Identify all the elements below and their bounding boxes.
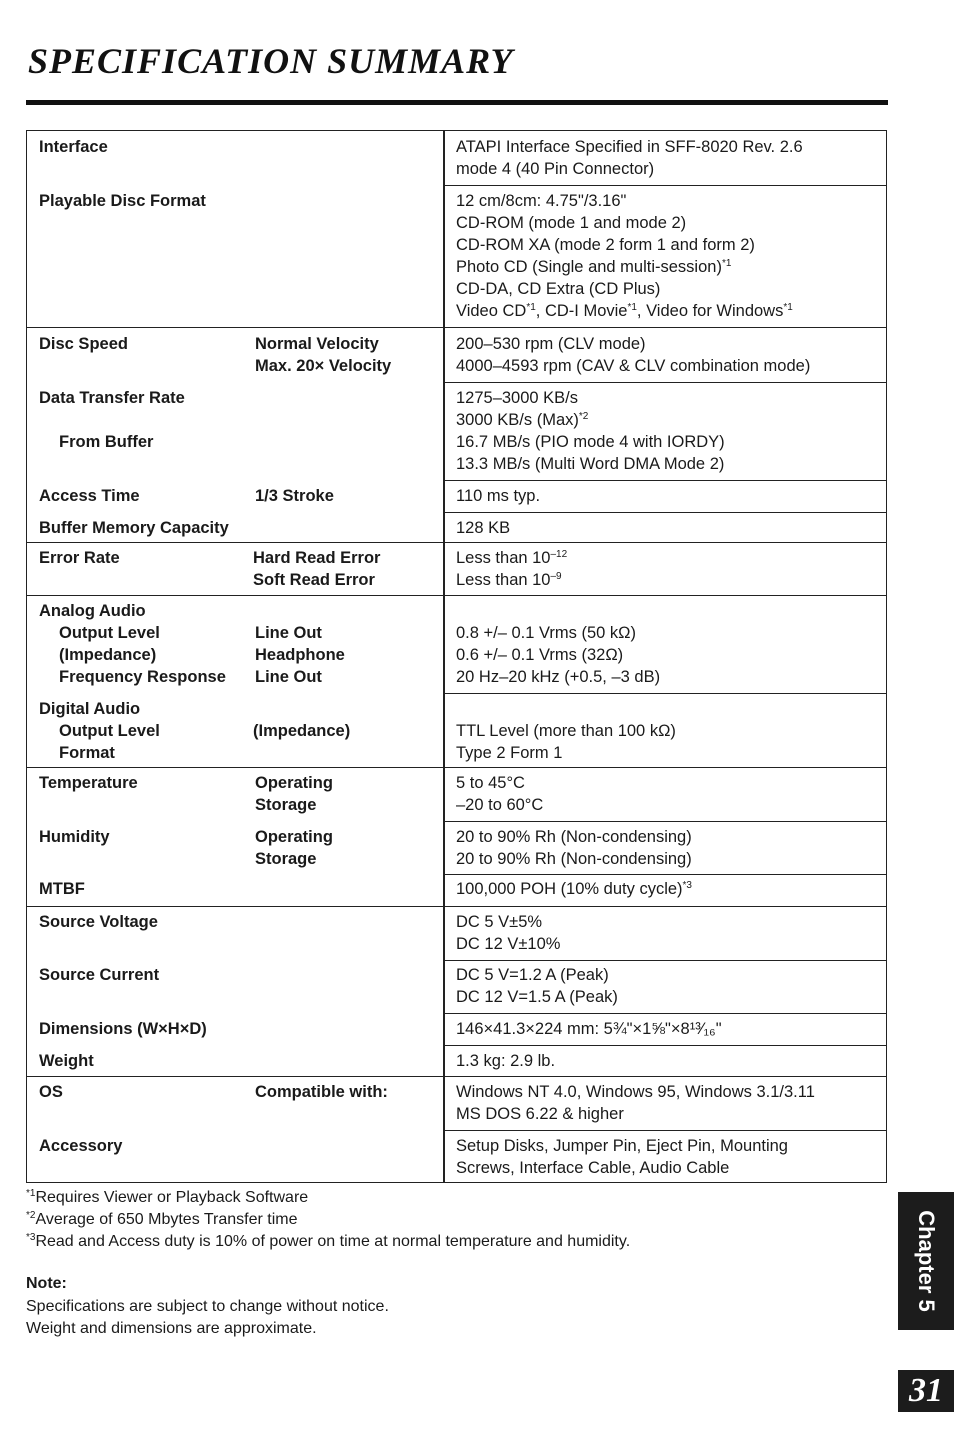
title-rule — [26, 100, 888, 105]
mtbf-label: MTBF — [39, 880, 85, 898]
os-value: Windows NT 4.0, Windows 95, Windows 3.1/3.11 — [456, 1083, 815, 1101]
buffer-capacity-value: 128 KB — [456, 519, 511, 537]
digital-value: TTL Level (more than 100 kΩ) — [456, 722, 676, 740]
disc-speed-sub: Max. 20× Velocity — [255, 357, 392, 375]
analog-sub: Headphone — [255, 646, 345, 664]
analog-item: Frequency Response — [59, 668, 226, 686]
note-line: Weight and dimensions are approximate. — [26, 1320, 317, 1337]
buffer-capacity-label: Buffer Memory Capacity — [39, 519, 229, 537]
disc-speed-label: Disc Speed — [39, 335, 128, 353]
digital-item: Format — [59, 744, 115, 762]
humidity-value: 20 to 90% Rh (Non-condensing) — [456, 850, 692, 868]
disc-speed-value: 200–530 rpm (CLV mode) — [456, 335, 646, 353]
page-title: SPECIFICATION SUMMARY — [28, 41, 514, 81]
humidity-label: Humidity — [39, 828, 110, 846]
spec-block-power — [27, 906, 886, 1070]
source-current-value: DC 12 V=1.5 A (Peak) — [456, 988, 618, 1006]
error-rate-label: Error Rate — [39, 549, 120, 567]
error-rate-sub: Soft Read Error — [253, 571, 375, 589]
temperature-value: 5 to 45°C — [456, 774, 525, 792]
disc-speed-value: 4000–4593 rpm (CAV & CLV combination mode) — [456, 357, 811, 375]
access-time-label: Access Time — [39, 487, 140, 505]
spec-block-software — [27, 1076, 886, 1177]
source-voltage-value: DC 5 V±5% — [456, 913, 543, 931]
transfer-rate-value: 1275–3000 KB/s — [456, 389, 579, 407]
os-label: OS — [39, 1083, 63, 1101]
source-current-label: Source Current — [39, 966, 160, 984]
note-heading: Note: — [26, 1275, 67, 1292]
disc-speed-sub: Normal Velocity — [255, 335, 379, 353]
interface-label: Interface — [39, 138, 108, 156]
playable-format-value: CD-ROM XA (mode 2 form 1 and form 2) — [456, 236, 755, 254]
dimensions-value: 146×41.3×224 mm: 5¾"×1⅝"×8¹³⁄₁₆" — [456, 1020, 722, 1038]
source-current-value: DC 5 V=1.2 A (Peak) — [456, 966, 609, 984]
playable-format-value: CD-DA, CD Extra (CD Plus) — [456, 280, 661, 298]
temperature-value: –20 to 60°C — [456, 796, 544, 814]
digital-sub: (Impedance) — [253, 722, 351, 740]
row-line — [443, 874, 886, 875]
spec-block-audio — [27, 595, 886, 762]
source-voltage-label: Source Voltage — [39, 913, 158, 931]
humidity-sub: Operating — [255, 828, 333, 846]
access-time-sub: 1/3 Stroke — [255, 487, 334, 505]
humidity-value: 20 to 90% Rh (Non-condensing) — [456, 828, 692, 846]
interface-value: ATAPI Interface Specified in SFF-8020 Rev. 2.6 — [456, 138, 803, 156]
os-sub: Compatible with: — [255, 1083, 388, 1101]
note-line: Specifications are subject to change without notice. — [26, 1298, 389, 1315]
column-divider — [443, 131, 445, 1182]
accessory-label: Accessory — [39, 1137, 123, 1155]
transfer-rate-value: 16.7 MB/s (PIO mode 4 with IORDY) — [456, 433, 725, 451]
row-line — [443, 1130, 886, 1131]
row-line — [443, 960, 886, 961]
playable-format-label: Playable Disc Format — [39, 192, 206, 210]
analog-audio-label: Analog Audio — [39, 602, 146, 620]
row-line — [443, 821, 886, 822]
transfer-rate-label: Data Transfer Rate — [39, 389, 185, 407]
mtbf-value: 100,000 POH (10% duty cycle)$^{*3}$ — [456, 880, 692, 898]
weight-value: 1.3 kg: 2.9 lb. — [456, 1052, 556, 1070]
os-value: MS DOS 6.22 & higher — [456, 1105, 624, 1123]
digital-audio-label: Digital Audio — [39, 700, 141, 718]
row-line — [443, 1013, 886, 1014]
temperature-sub: Storage — [255, 796, 317, 814]
chapter-tab-label: Chapter 5 — [914, 1210, 939, 1312]
digital-item: Output Level — [59, 722, 160, 740]
temperature-sub: Operating — [255, 774, 333, 792]
playable-format-value: Video CD$^{*1}$, CD-I Movie$^{*1}$, Video for Windows$^{*1}$ — [456, 302, 793, 320]
spec-block-performance — [27, 327, 886, 537]
footnote-3: $^{*3}$Read and Access duty is 10% of power on time at normal temperature and humidity. — [26, 1232, 631, 1250]
humidity-sub: Storage — [255, 850, 317, 868]
source-voltage-value: DC 12 V±10% — [456, 935, 561, 953]
row-line — [443, 1045, 886, 1046]
row-line — [443, 693, 886, 694]
interface-value: mode 4 (40 Pin Connector) — [456, 160, 655, 178]
transfer-rate-value: 13.3 MB/s (Multi Word DMA Mode 2) — [456, 455, 725, 473]
analog-value: 0.6 +/– 0.1 Vrms (32Ω) — [456, 646, 624, 664]
footnote-2: $^{*2}$Average of 650 Mbytes Transfer time — [26, 1210, 298, 1228]
page-number: 31 — [909, 1372, 943, 1409]
page-number-box — [898, 1370, 954, 1412]
spec-table — [26, 130, 887, 1183]
temperature-label: Temperature — [39, 774, 138, 792]
accessory-value: Screws, Interface Cable, Audio Cable — [456, 1159, 730, 1177]
from-buffer-label: From Buffer — [59, 433, 154, 451]
row-line — [443, 512, 886, 513]
dimensions-label: Dimensions (W×H×D) — [39, 1020, 207, 1038]
accessory-value: Setup Disks, Jumper Pin, Eject Pin, Mounting — [456, 1137, 788, 1155]
footnote-1: $^{*1}$Requires Viewer or Playback Software — [26, 1188, 309, 1206]
access-time-value: 110 ms typ. — [456, 487, 541, 505]
row-line — [443, 382, 886, 383]
weight-label: Weight — [39, 1052, 94, 1070]
row-line — [443, 480, 886, 481]
analog-item: (Impedance) — [59, 646, 157, 664]
error-rate-value: Less than $10^{-12}$ — [456, 549, 568, 567]
digital-value: Type 2 Form 1 — [456, 744, 563, 762]
error-rate-value: Less than $10^{-9}$ — [456, 571, 562, 589]
playable-format-value: 12 cm/8cm: 4.75"/3.16" — [456, 192, 627, 210]
error-rate-sub: Hard Read Error — [253, 549, 381, 567]
spec-block-environment — [27, 767, 886, 898]
chapter-tab — [898, 1192, 954, 1330]
analog-value: 20 Hz–20 kHz (+0.5, –3 dB) — [456, 668, 661, 686]
playable-format-value: CD-ROM (mode 1 and mode 2) — [456, 214, 687, 232]
analog-value: 0.8 +/– 0.1 Vrms (50 kΩ) — [456, 624, 637, 642]
analog-sub: Line Out — [255, 668, 322, 686]
transfer-rate-value: 3000 KB/s (Max)$^{*2}$ — [456, 411, 589, 429]
playable-format-value: Photo CD (Single and multi-session)$^{*1}$ — [456, 258, 732, 276]
analog-sub: Line Out — [255, 624, 322, 642]
spec-block-error-rate — [27, 542, 886, 589]
row-line — [443, 185, 886, 186]
analog-item: Output Level — [59, 624, 160, 642]
